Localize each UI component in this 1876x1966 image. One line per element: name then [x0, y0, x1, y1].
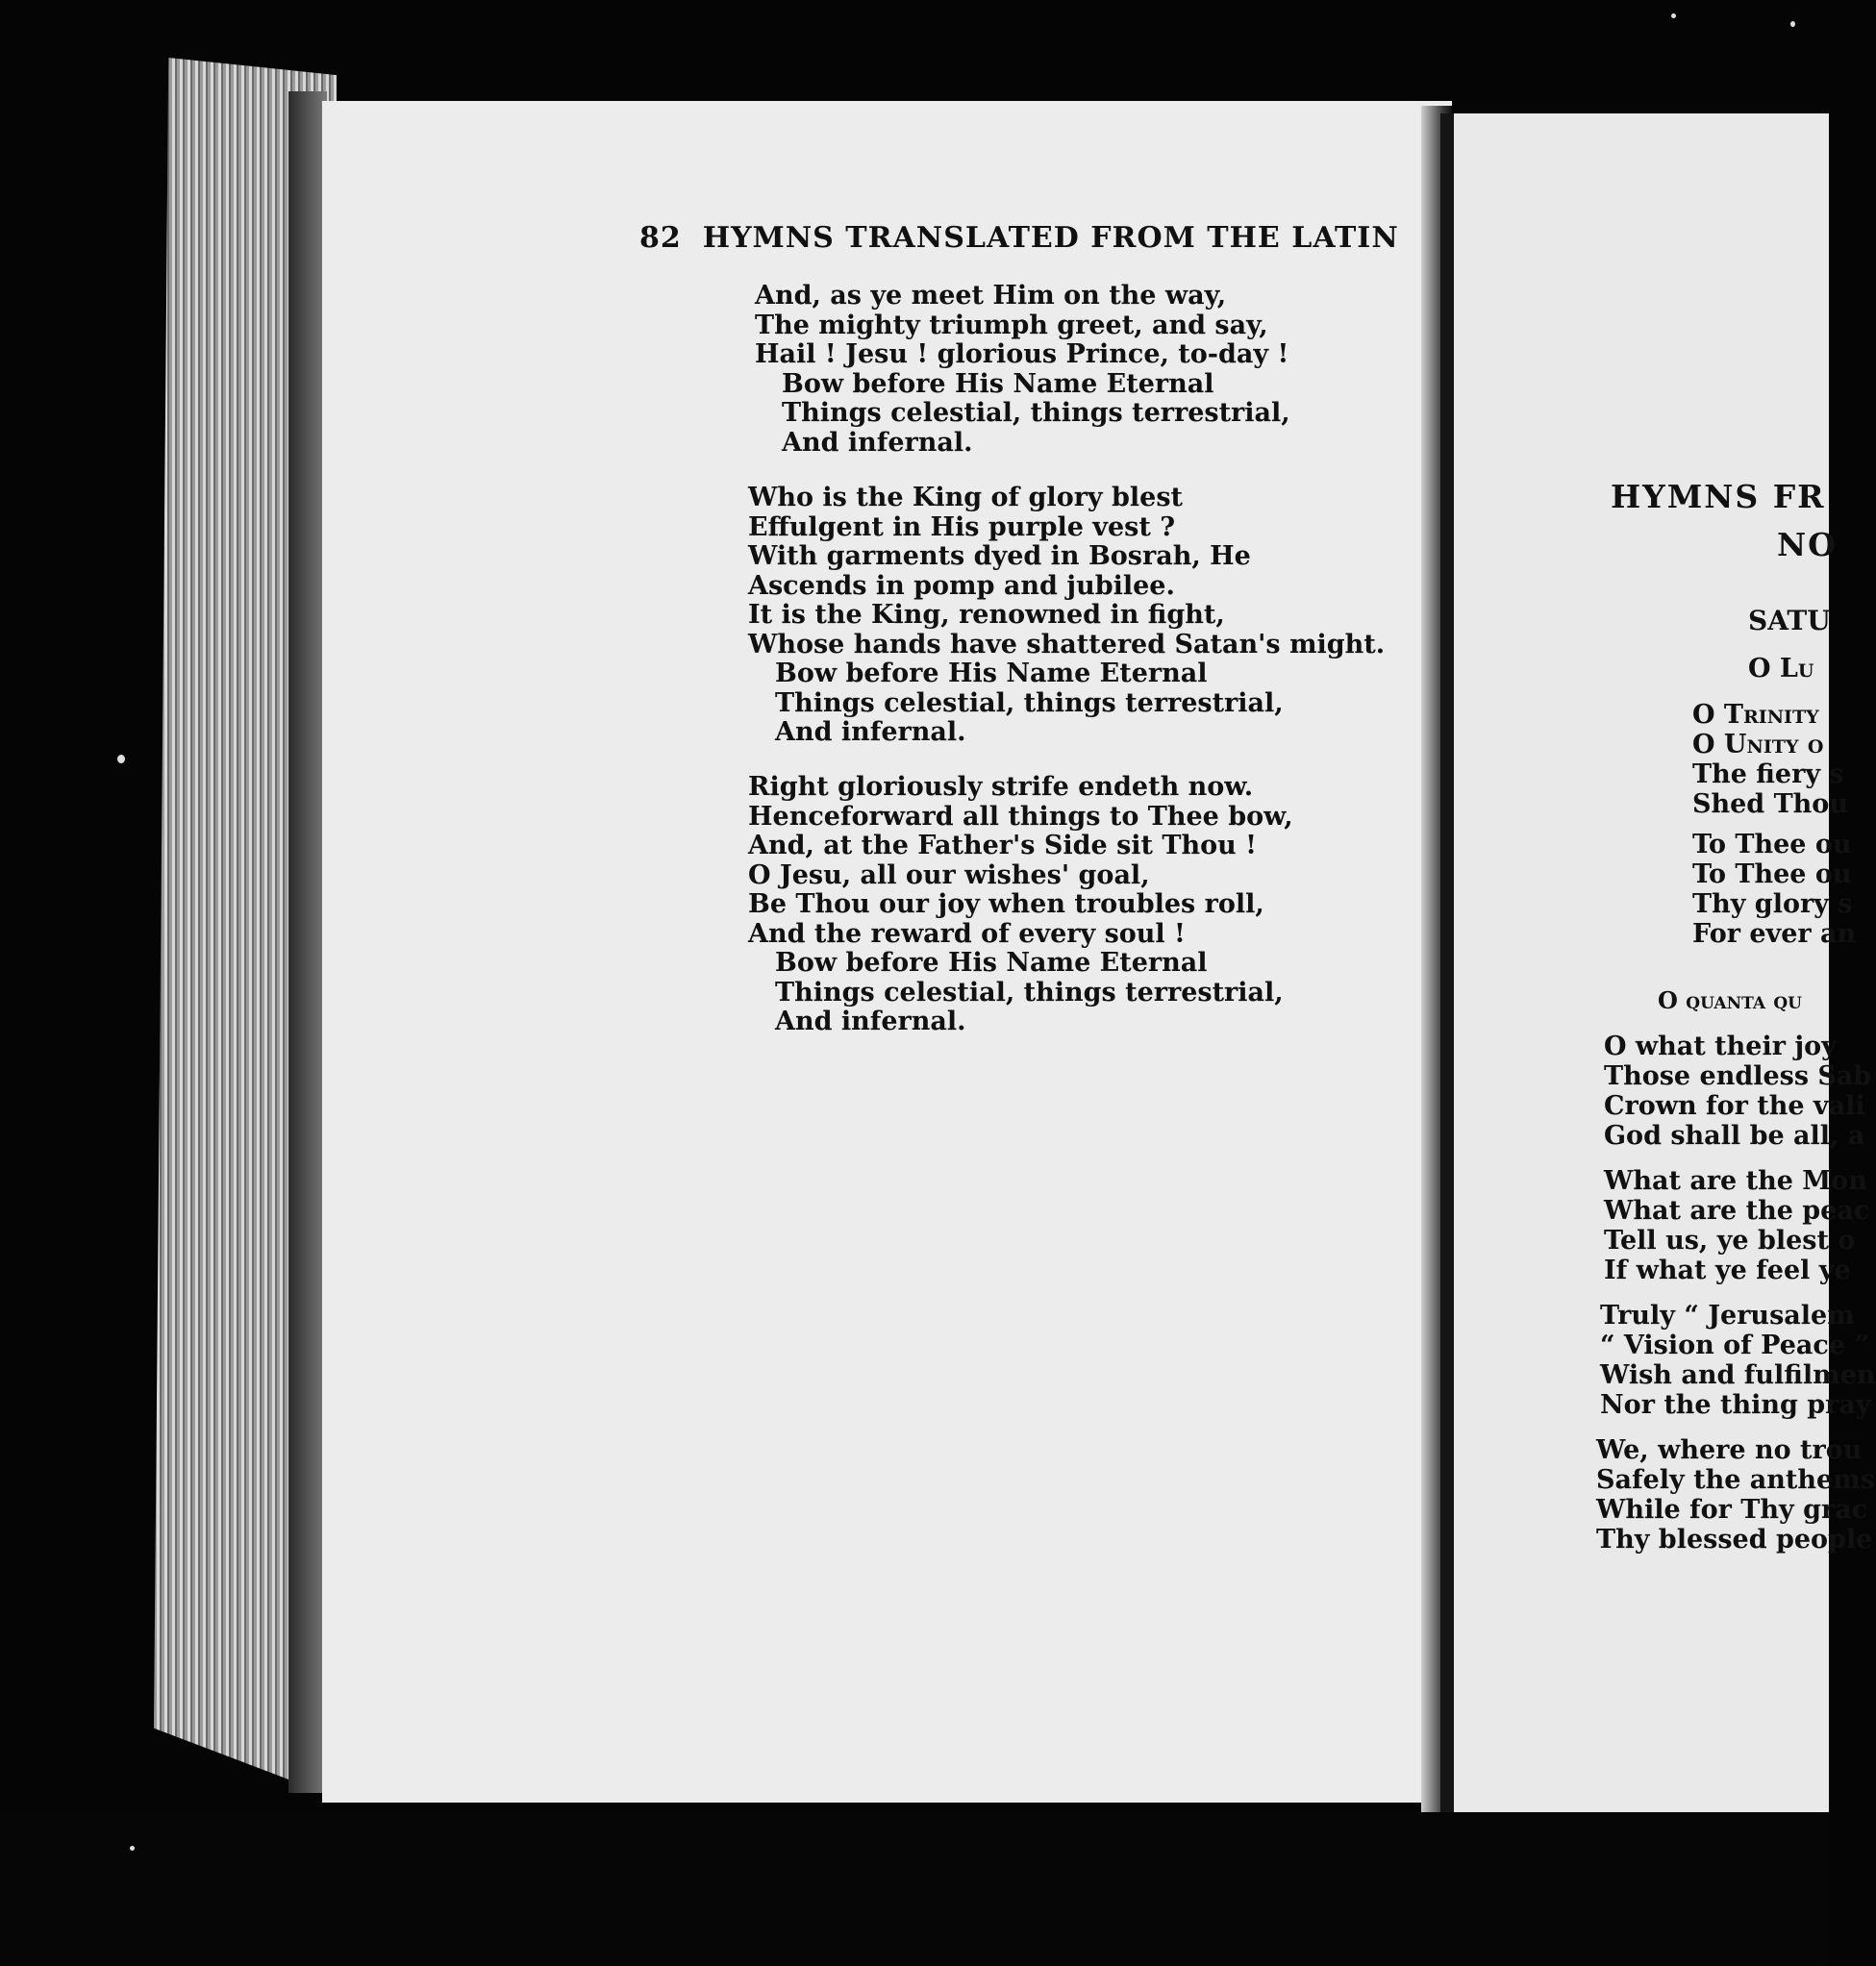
verse-line: The fiery s	[1692, 759, 1844, 789]
right-stanza-a2	[1692, 830, 1857, 949]
verse-line: The mighty triumph greet, and say,	[755, 310, 1268, 340]
verse-line: Who is the King of glory blest	[748, 483, 1183, 512]
verse-line: O what their joy	[1604, 1032, 1837, 1061]
right-stanza-b4	[1596, 1435, 1875, 1555]
verse-line: Shed Thou	[1692, 789, 1848, 819]
verse-line: God shall be all, a	[1604, 1121, 1865, 1151]
verse-line: Right gloriously strife endeth now.	[748, 772, 1254, 802]
verse-line: Wish and fulfilmen	[1600, 1360, 1876, 1390]
right-stanza-a1	[1692, 700, 1848, 819]
page-number: 82	[639, 221, 682, 255]
verse-line: To Thee ou	[1692, 859, 1852, 889]
refrain-line: Things celestial, things terrestrial,	[775, 977, 1284, 1008]
verse-line: While for Thy grac	[1596, 1495, 1868, 1525]
verse-line: Thy glory s	[1692, 889, 1853, 919]
right-subhead: O quanta qu	[1658, 986, 1803, 1014]
stanza-1	[755, 282, 1290, 458]
refrain-line: Things celestial, things terrestrial,	[782, 398, 1290, 428]
dust-speck	[117, 755, 125, 763]
table-surface	[0, 1812, 1829, 1966]
verse-line: Ascends in pomp and jubilee.	[748, 570, 1175, 601]
verse-line: What are the Mon	[1604, 1166, 1867, 1196]
verse-line: And, at the Father's Side sit Thou !	[748, 831, 1258, 860]
verse-line: Effulgent in His purple vest ?	[748, 511, 1176, 542]
verse-line: Be Thou our joy when troubles roll,	[748, 889, 1264, 919]
stanza-2	[748, 484, 1385, 748]
refrain-line: And infernal.	[775, 1007, 966, 1036]
verse-line: O Unity o	[1692, 730, 1824, 759]
running-head	[639, 221, 1399, 255]
right-title-line-2: NO	[1777, 526, 1838, 563]
verse-line: Tell us, ye blest o	[1604, 1226, 1856, 1256]
verse-line: And, as ye meet Him on the way,	[755, 281, 1227, 311]
verse-line: And the reward of every soul !	[748, 918, 1186, 949]
running-title: HYMNS TRANSLATED FROM THE LATIN	[702, 221, 1399, 255]
refrain-line: Bow before His Name Eternal	[775, 948, 1208, 978]
verse-line: To Thee ou	[1692, 830, 1852, 859]
verse-line: “ Vision of Peace ”	[1600, 1331, 1869, 1360]
dust-speck	[1790, 21, 1795, 27]
page-edge-shadow	[288, 91, 327, 1793]
refrain-line: And infernal.	[782, 427, 973, 458]
verse-line: Truly “ Jerusalem	[1600, 1301, 1855, 1331]
refrain-line: Bow before His Name Eternal	[782, 368, 1214, 399]
stanza-3	[748, 773, 1293, 1037]
right-stanza-b2	[1604, 1166, 1870, 1285]
verse-line: What are the peac	[1604, 1196, 1870, 1226]
right-incipit: O Lu	[1748, 654, 1814, 684]
refrain-line: Bow before His Name Eternal	[775, 659, 1208, 688]
right-title-line-1: HYMNS FR	[1611, 478, 1826, 515]
dust-speck	[130, 1846, 135, 1851]
verse-line: It is the King, renowned in fight,	[748, 600, 1225, 630]
right-stanza-b3	[1600, 1301, 1876, 1420]
right-section-heading: SATU	[1748, 605, 1831, 636]
verse-line: If what ye feel ye	[1604, 1256, 1851, 1285]
verse-line: Thy blessed people	[1596, 1525, 1873, 1555]
verse-line: We, where no trou	[1596, 1435, 1863, 1465]
spine-shadow	[1440, 113, 1454, 1815]
verse-line: Nor the thing pray	[1600, 1390, 1871, 1420]
verse-line: Hail ! Jesu ! glorious Prince, to-day !	[755, 339, 1289, 369]
verse-line: O Trinity	[1692, 700, 1819, 730]
verse-line: Those endless Sab	[1604, 1061, 1872, 1091]
refrain-line: Things celestial, things terrestrial,	[775, 687, 1284, 718]
dust-speck	[1671, 13, 1676, 18]
verse-line: Safely the anthems	[1596, 1465, 1875, 1495]
verse-line: Henceforward all things to Thee bow,	[748, 801, 1293, 832]
verse-line: O Jesu, all our wishes' goal,	[748, 859, 1150, 890]
right-page	[1452, 113, 1876, 1820]
refrain-line: And infernal.	[775, 717, 966, 747]
verse-line: With garments dyed in Bosrah, He	[748, 541, 1251, 571]
right-stanza-b1	[1604, 1032, 1872, 1151]
verse-line: For ever an	[1692, 919, 1857, 949]
verse-line: Crown for the vali	[1604, 1091, 1865, 1121]
verse-line: Whose hands have shattered Satan's might.	[748, 629, 1386, 659]
